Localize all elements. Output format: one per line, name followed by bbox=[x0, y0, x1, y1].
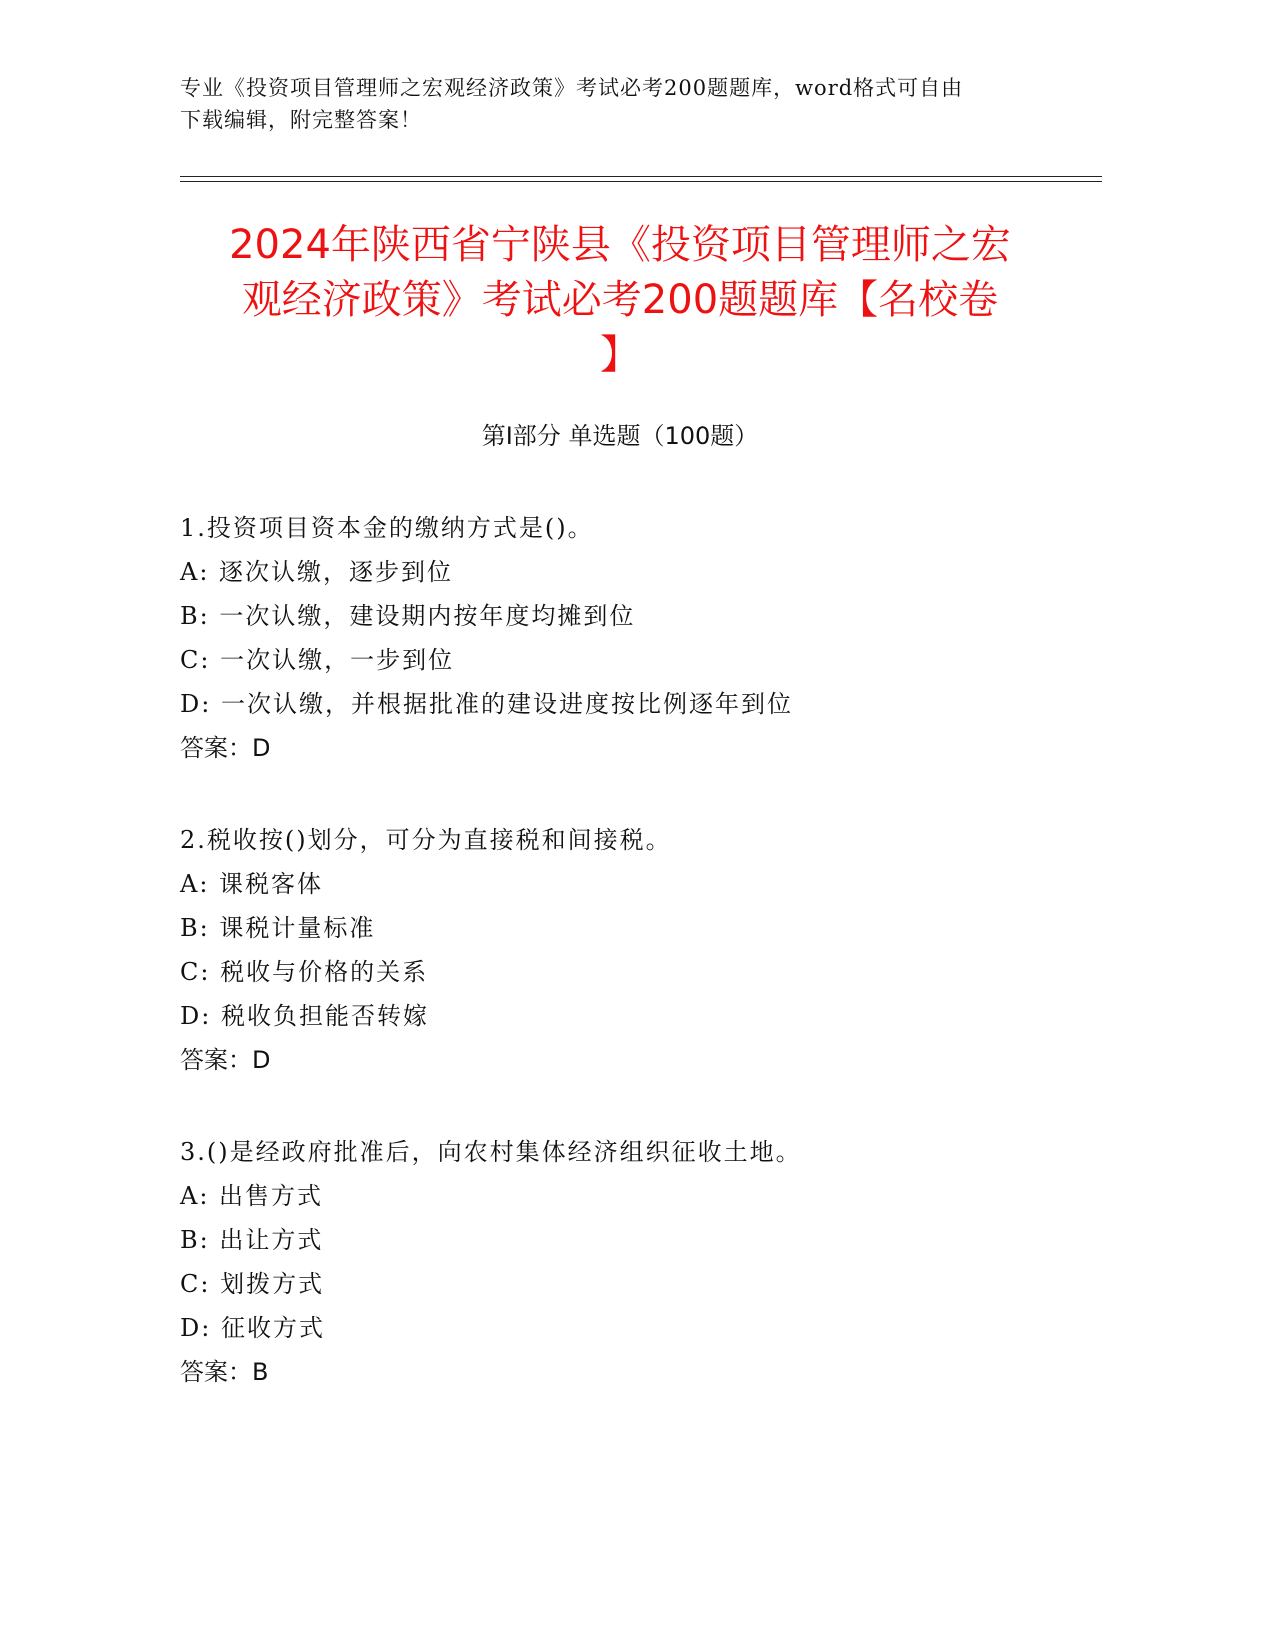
header-note-line-1: 专业《投资项目管理师之宏观经济政策》考试必考200题题库，word格式可自由 bbox=[180, 76, 964, 100]
question-list bbox=[180, 506, 1080, 1442]
option-d: D: 税收负担能否转嫁 bbox=[180, 1002, 429, 1030]
question-item bbox=[180, 506, 1080, 770]
option-c: C: 税收与价格的关系 bbox=[180, 958, 429, 986]
question-stem: 3.()是经政府批准后，向农村集体经济组织征收土地。 bbox=[180, 1138, 802, 1166]
option-c: C: 划拨方式 bbox=[180, 1270, 325, 1298]
option-a: A: 逐次认缴，逐步到位 bbox=[180, 558, 454, 586]
section-heading: 第Ⅰ部分 单选题（100题） bbox=[481, 422, 759, 450]
answer-line: 答案：D bbox=[180, 734, 271, 762]
document-title-line-3: 】 bbox=[600, 332, 640, 378]
answer-line: 答案：D bbox=[180, 1046, 271, 1074]
option-d: D: 征收方式 bbox=[180, 1314, 325, 1342]
question-item bbox=[180, 1130, 1080, 1394]
option-c: C: 一次认缴，一步到位 bbox=[180, 646, 455, 674]
option-b: B: 课税计量标准 bbox=[180, 914, 376, 942]
option-d: D: 一次认缴，并根据批准的建设进度按比例逐年到位 bbox=[180, 690, 793, 718]
answer-line: 答案：B bbox=[180, 1358, 269, 1386]
option-b: B: 一次认缴，建设期内按年度均摊到位 bbox=[180, 602, 636, 630]
question-stem: 1.投资项目资本金的缴纳方式是()。 bbox=[180, 514, 594, 542]
header-note bbox=[180, 72, 1080, 136]
option-a: A: 课税客体 bbox=[180, 870, 324, 898]
document-title-line-2: 观经济政策》考试必考200题题库【名校卷 bbox=[241, 277, 999, 323]
document-title bbox=[180, 218, 1060, 383]
option-b: B: 出让方式 bbox=[180, 1226, 324, 1254]
option-a: A: 出售方式 bbox=[180, 1182, 324, 1210]
document-title-line-1: 2024年陕西省宁陕县《投资项目管理师之宏 bbox=[229, 222, 1011, 268]
header-note-line-2: 下载编辑，附完整答案！ bbox=[180, 108, 422, 132]
question-item bbox=[180, 818, 1080, 1082]
header-double-rule bbox=[180, 176, 1102, 182]
question-stem: 2.税收按()划分，可分为直接税和间接税。 bbox=[180, 826, 672, 854]
